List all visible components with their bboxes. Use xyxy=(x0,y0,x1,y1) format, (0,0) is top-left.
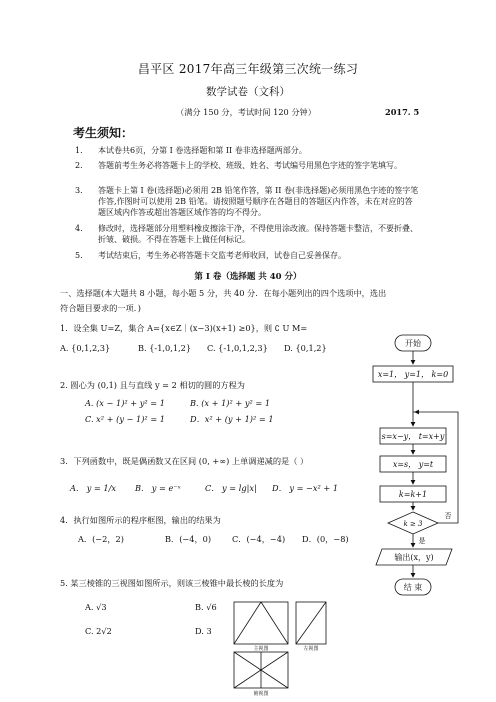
q2-option-d: D．x² + (y + 1)² = 1 xyxy=(190,414,274,424)
flow-yes-label: 是 xyxy=(418,537,426,545)
flow-no-label: 否 xyxy=(444,512,452,520)
section-title-pre: 第 I 卷（ xyxy=(194,272,230,282)
section-title xyxy=(0,270,496,282)
q1-option-d: D. {0,1,2} xyxy=(284,343,327,353)
q2-option-b: B. (x + 1)² + y² = 1 xyxy=(190,398,271,408)
section-title-bold: 选择题 xyxy=(229,272,256,282)
section-intro-line1: 一、选择题(本大题共 8 小题，每小题 5 分，共 40 分．在每小题列出的四个选项中，选出 xyxy=(60,288,387,298)
note-text: 考试结束后，考生务必将答题卡交监考老师收回，试卷自己妥善保存。 xyxy=(98,251,346,260)
q3-option-c: C． y = lg|x| xyxy=(205,483,257,493)
flow-step2-label: x=s， y=t xyxy=(392,460,434,469)
front-view-box xyxy=(234,602,288,644)
note-number: 5． xyxy=(75,251,89,260)
side-view-label: 左视图 xyxy=(303,646,319,652)
q5-stem: 5. 某三棱锥的三视图如图所示，则该三棱锥中最长棱的长度为 xyxy=(60,578,284,588)
note-item xyxy=(75,250,420,261)
note-number: 1． xyxy=(75,146,89,155)
flow-cond-label: k ≥ 3 xyxy=(403,520,423,528)
q3-option-a: A． y = 1/x xyxy=(70,483,116,493)
q4-option-d: D．(0，−8) xyxy=(302,534,349,544)
q4-option-c: C．(−4，−4) xyxy=(232,534,286,544)
note-number: 4． xyxy=(75,224,89,233)
note-text: 答题卡上第 I 卷(选择题)必须用 2B 铅笔作答，第 II 卷(非选择题)必须用黑色字迹的签字笔作答,作图时可以使用 2B 铅笔。请按照题号顺序在各题目的答题区内作答，未在对应的答题区域内作答或超出答题区域作答的均不得分。 xyxy=(98,186,419,217)
note-item xyxy=(75,185,420,218)
q4-option-a: A．(−2，2) xyxy=(78,534,124,544)
q5-option-b: B. √6 xyxy=(195,602,217,612)
note-number: 2． xyxy=(75,161,89,170)
flow-step3-label: k=k+1 xyxy=(398,490,428,499)
page-title: 昌平区 2017年高三年级第三次统一练习 xyxy=(137,62,359,76)
section-intro-line2: 符合题目要求的一项．) xyxy=(60,303,141,313)
program-flowchart xyxy=(370,330,470,600)
note-number: 3． xyxy=(75,186,89,195)
notes-heading: 考生须知： xyxy=(73,126,134,140)
top-view-label: 俯视图 xyxy=(253,691,269,697)
q5-option-d: D. 3 xyxy=(195,626,212,636)
flow-end-label: 结 束 xyxy=(403,583,423,592)
flow-step1-label: s=x−y， t=x+y xyxy=(381,432,445,441)
flow-init-label: x=1， y=1， k=0 xyxy=(377,370,449,379)
q4-stem: 4．执行如图所示的程序框图，输出的结果为 xyxy=(60,515,221,525)
q2-option-c: C. x² + (y − 1)² = 1 xyxy=(85,414,165,424)
q3-stem: 3．下列函数中，既是偶函数又在区间 (0, +∞) 上单调递减的是（ ） xyxy=(60,456,309,466)
q3-option-d: D． y = −x² + 1 xyxy=(272,483,339,493)
q1-option-b: B. {-1,0,1,2} xyxy=(138,343,192,353)
page-subtitle: 数学试卷（文科） xyxy=(206,86,290,98)
q2-stem: 2. 圆心为 (0,1) 且与直线 y = 2 相切的圆的方程为 xyxy=(60,380,245,390)
note-text: 修改时，选择题部分用塑料橡皮擦涂干净，不得使用涂改液。保持答题卡整洁，不要折叠、折皱、破损。不得在答题卡上做任何标记。 xyxy=(98,224,418,244)
note-item xyxy=(75,145,420,156)
q3-option-b: B． y = e⁻ˣ xyxy=(135,483,181,493)
q5-option-a: A. √3 xyxy=(85,602,107,612)
flow-start-label: 开始 xyxy=(405,339,421,348)
q2-option-a: A. (x − 1)² + y² = 1 xyxy=(85,398,165,408)
q1-option-c: C. {-1,0,1,2,3} xyxy=(207,343,268,353)
q1-stem: 1．设全集 U=Z，集合 A={x∈Z｜(x−3)(x+1) ≥0}，则 ∁ U M= xyxy=(60,323,308,333)
note-text: 答题前考生务必将答题卡上的学校、班级、姓名、考试编号用黑色字迹的签字笔填写。 xyxy=(98,161,402,170)
flow-output-label: 输出(x，y) xyxy=(394,553,434,562)
q1-option-a: A. {0,1,2,3} xyxy=(60,343,111,353)
note-item xyxy=(75,223,420,245)
note-text: 本试卷共6页，分第 I 卷选择题和第 II 卷非选择题两部分。 xyxy=(98,146,307,155)
q5-option-c: C. 2√2 xyxy=(85,626,112,636)
front-view-label: 主视图 xyxy=(253,646,269,652)
q4-option-b: B．(−4，0) xyxy=(165,534,212,544)
note-item xyxy=(75,160,420,182)
exam-date: 2017. 5 xyxy=(385,107,420,117)
three-view-figure xyxy=(228,594,338,698)
exam-meta: （满分 150 分，考试时间 120 分钟） xyxy=(176,107,316,117)
section-title-post: 共 40 分） xyxy=(255,272,302,282)
